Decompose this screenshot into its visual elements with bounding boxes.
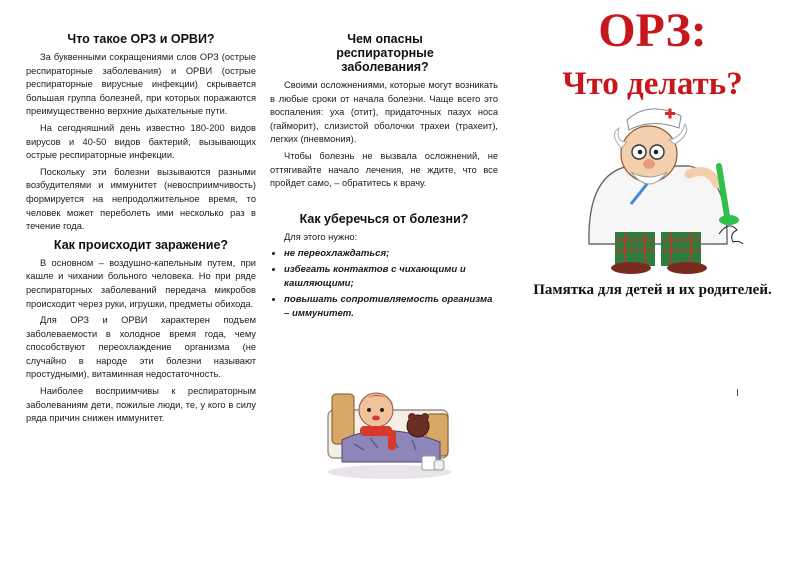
paragraph: Для ОРЗ и ОРВИ характерен подъем заболеваемости в холодное время года, чему способствуют переохлаждение организма (не случайно в народе эти болезни называют простудными), витаминная недостаточность. <box>26 315 256 380</box>
memo-caption: Памятка для детей и их родителей. <box>533 282 772 298</box>
paragraph: За буквенными сокращениями слов ОРЗ (острые респираторные заболевания) и ОРВИ (острые респираторные вирусные инфекции) скрывается большая группа болезней, при которых поражаются преимущественно верхние дыхательные пути. <box>26 52 256 117</box>
prevention-list <box>270 247 498 321</box>
paragraph: Чтобы болезнь не вызвала осложнений, не оттягивайте начало лечения, не ждите, что все пройдет само, – обратитесь к врачу. <box>270 150 498 189</box>
divider-mark <box>737 389 738 396</box>
section-heading-what-is: Что такое ОРЗ и ОРВИ? <box>67 32 215 46</box>
list-item: • избегать контактов с чихающими и кашляющими; <box>284 263 498 291</box>
sick-child-illustration <box>322 380 457 480</box>
page-title: ОРЗ: <box>598 4 707 57</box>
section-heading-danger: Чем опасны респираторные заболевания? <box>336 32 434 74</box>
doctor-illustration <box>569 104 754 274</box>
list-item: • повышать сопротивляемость организма – иммунитет. <box>284 293 498 321</box>
section-heading-prevention: Как уберечься от болезни? <box>299 211 469 226</box>
paragraph: Наиболее восприимчивы к респираторным заболеваниям дети, пожилые люди, те, у кого в силу ряда причин снижен иммунитет. <box>26 386 256 424</box>
paragraph: В основном – воздушно-капельным путем, при кашле и чихании больного человека. Но при ряде респираторных заболеваний передача микробов происходит через руки, игрушки, предметы обихода. <box>26 257 256 309</box>
paragraph: Поскольку эти болезни вызываются разными возбудителями и иммунитет (невосприимчивость) формируется на непродолжительное время, то человек может переболеть ими несколько раз в течение года. <box>26 166 256 232</box>
paragraph: На сегодняшний день известно 180-200 видов вирусов и 40-50 видов бактерий, вызывающих острые респираторные инфекции. <box>26 122 256 161</box>
paragraph: Своими осложнениями, которые могут возникать в любые сроки от начала болезни. Чаще всего это воспаления: уха (отит), придаточных пазух носа (гайморит), слизистой оболочки трахеи (трахеит), легких (пневмония). <box>270 80 498 145</box>
section-heading-infection: Как происходит заражение? <box>53 237 229 252</box>
list-item: • не переохлаждаться; <box>284 247 498 261</box>
middle-column <box>270 32 498 323</box>
list-intro: Для этого нужно: <box>284 231 358 242</box>
page-subtitle: Что делать? <box>562 66 743 102</box>
left-column <box>26 32 256 429</box>
